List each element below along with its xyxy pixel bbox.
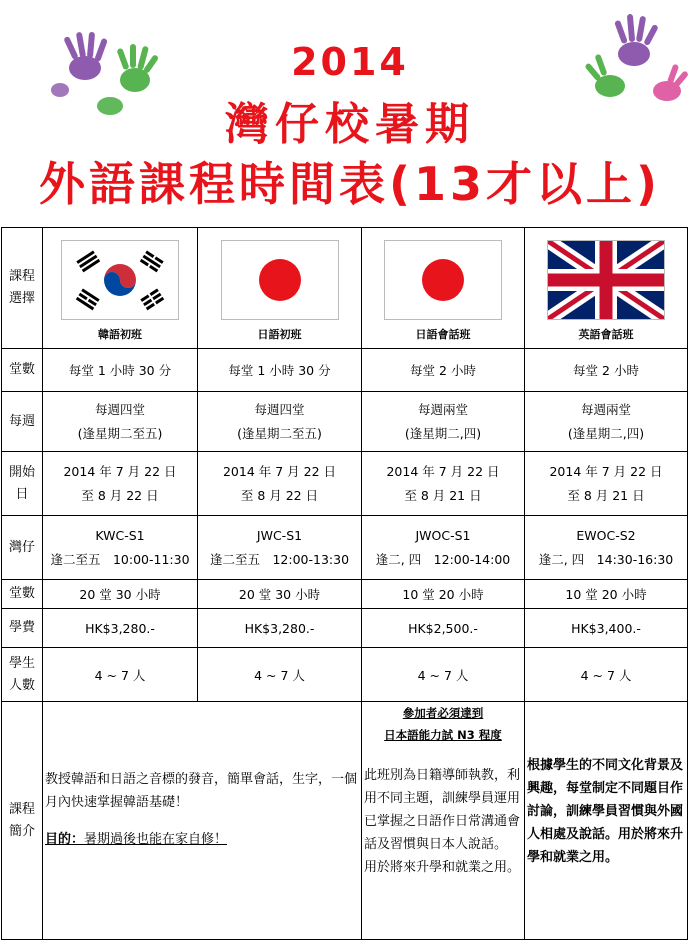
- title-school: 灣仔校暑期: [225, 99, 475, 150]
- course-japanese: [198, 228, 362, 349]
- branch-row: [2, 516, 688, 580]
- branch-cell: [198, 516, 362, 580]
- size-cell: 4 ~ 7 人: [362, 648, 525, 702]
- course-name-korean: 韓語初班: [98, 328, 142, 341]
- intro-label: [2, 702, 43, 940]
- intro-label-2: 簡介: [8, 823, 35, 839]
- total-cell: 10 堂 20 小時: [362, 580, 525, 609]
- start-date: 2014 年 7 月 22 日: [63, 463, 177, 479]
- fee-cell: HK$3,280.-: [198, 609, 362, 648]
- lesson-length-row: [2, 349, 688, 392]
- branch-label: 灣仔: [2, 516, 43, 580]
- weekly-count: 每週兩堂: [580, 401, 631, 417]
- start-date: 2014 年 7 月 22 日: [222, 463, 337, 479]
- size-label: [2, 648, 43, 702]
- start-cell: [525, 452, 688, 516]
- purpose-text: 暑期過後也能在家自修！: [84, 832, 228, 847]
- total-cell: 20 堂 30 小時: [43, 580, 198, 609]
- intro-japanese-conv-text: 此班別為日籍導師執教，利用不同主題，訓練學員運用已掌握之日語作日常溝通會話及習慣與日本人說話。: [364, 768, 521, 852]
- weekly-cell: [198, 392, 362, 452]
- fee-label: 學費: [2, 609, 43, 648]
- total-label: 堂數: [2, 580, 43, 609]
- end-date: 至 8 月 21 日: [404, 487, 482, 503]
- intro-japanese-conv-text-2: 用於將來升學和就業之用。: [364, 860, 521, 875]
- weekly-days: (逢星期二,四): [404, 425, 482, 441]
- end-date: 至 8 月 22 日: [81, 487, 159, 503]
- weekly-days: (逢星期二至五): [77, 425, 163, 441]
- course-name-japanese: 日語初班: [257, 328, 302, 341]
- class-time: 逢二至五 12:00-13:30: [209, 551, 350, 567]
- class-time: 逢二, 四 12:00-14:00: [375, 551, 511, 567]
- class-code: JWC-S1: [256, 527, 303, 543]
- course-label-2: 選擇: [8, 291, 35, 306]
- schedule-table: [1, 227, 688, 940]
- course-label: [2, 228, 43, 349]
- poster-header: [0, 0, 700, 226]
- start-label-1: 開始: [8, 464, 35, 480]
- size-cell: 4 ~ 7 人: [43, 648, 198, 702]
- course-label-1: 課程: [8, 269, 35, 284]
- class-code: KWC-S1: [95, 527, 145, 543]
- branch-cell: [362, 516, 525, 580]
- intro-english-text: 根據學生的不同文化背景及興趣，每堂制定不同題目作討論，訓練學員習慣與外國人相處及說話。用於將來升學和就業之用。: [527, 758, 684, 865]
- lesson-length-cell: 每堂 1 小時 30 分: [43, 349, 198, 392]
- intro-korean-japanese: [43, 702, 362, 940]
- weekly-days: (逢星期二至五): [237, 425, 322, 441]
- weekly-count: 每週四堂: [254, 401, 305, 417]
- requirement-1: 參加者必須達到: [402, 706, 484, 720]
- size-cell: 4 ~ 7 人: [198, 648, 362, 702]
- end-date: 至 8 月 21 日: [567, 487, 645, 503]
- branch-cell: [43, 516, 198, 580]
- weekly-cell: [43, 392, 198, 452]
- fee-cell: HK$3,400.-: [525, 609, 688, 648]
- lesson-length-cell: 每堂 2 小時: [362, 349, 525, 392]
- japan-flag-icon: [384, 240, 502, 320]
- intro-english-conv: [525, 702, 688, 940]
- course-name-english-conv: 英語會話班: [578, 328, 634, 341]
- size-cell: 4 ~ 7 人: [525, 648, 688, 702]
- start-row: [2, 452, 688, 516]
- course-japanese-conv: [362, 228, 525, 349]
- intro-row: [2, 702, 688, 940]
- start-cell: [362, 452, 525, 516]
- title-year: 2014: [291, 40, 409, 84]
- requirement-2: 日本語能力試 N3 程度: [384, 728, 502, 742]
- intro-korean-japanese-text: 教授韓語和日語之音標的發音，簡單會話，生字，一個月內快速掌握韓語基礎！: [45, 772, 358, 810]
- fee-row: [2, 609, 688, 648]
- course-english-conv: [525, 228, 688, 349]
- start-date: 2014 年 7 月 22 日: [549, 463, 663, 479]
- total-row: [2, 580, 688, 609]
- lesson-length-cell: 每堂 1 小時 30 分: [198, 349, 362, 392]
- size-label-2: 人數: [8, 677, 35, 693]
- japan-flag-icon: [221, 240, 339, 320]
- end-date: 至 8 月 22 日: [240, 487, 319, 503]
- total-cell: 20 堂 30 小時: [198, 580, 362, 609]
- intro-label-1: 課程: [8, 801, 35, 817]
- size-row: [2, 648, 688, 702]
- start-cell: [43, 452, 198, 516]
- weekly-cell: [525, 392, 688, 452]
- start-cell: [198, 452, 362, 516]
- class-code: EWOC-S2: [576, 527, 636, 543]
- class-time: 逢二至五 10:00-11:30: [50, 551, 190, 567]
- lesson-length-label: 堂數: [2, 349, 43, 392]
- weekly-row: [2, 392, 688, 452]
- start-label-2: 日: [15, 486, 29, 502]
- intro-purpose: [45, 828, 359, 851]
- weekly-label: 每週: [2, 392, 43, 452]
- total-cell: 10 堂 20 小時: [525, 580, 688, 609]
- branch-cell: [525, 516, 688, 580]
- class-code: JWOC-S1: [415, 527, 471, 543]
- fee-cell: HK$3,280.-: [43, 609, 198, 648]
- lesson-length-cell: 每堂 2 小時: [525, 349, 688, 392]
- intro-japanese-conv: [362, 702, 525, 940]
- course-korean: [43, 228, 198, 349]
- uk-flag-icon: [547, 240, 665, 320]
- weekly-count: 每週四堂: [94, 401, 145, 417]
- fee-cell: HK$2,500.-: [362, 609, 525, 648]
- course-name-japanese-conv: 日語會話班: [415, 328, 471, 341]
- title-schedule: 外語課程時間表(13才以上): [38, 157, 662, 211]
- weekly-cell: [362, 392, 525, 452]
- weekly-count: 每週兩堂: [417, 401, 468, 417]
- size-label-1: 學生: [8, 655, 35, 671]
- start-label: [2, 452, 43, 516]
- class-time: 逢二, 四 14:30-16:30: [538, 551, 674, 567]
- course-row: [2, 228, 688, 349]
- weekly-days: (逢星期二,四): [567, 425, 645, 441]
- start-date: 2014 年 7 月 22 日: [386, 463, 500, 479]
- korea-flag-icon: [61, 240, 179, 320]
- purpose-label: 目的：: [45, 832, 85, 847]
